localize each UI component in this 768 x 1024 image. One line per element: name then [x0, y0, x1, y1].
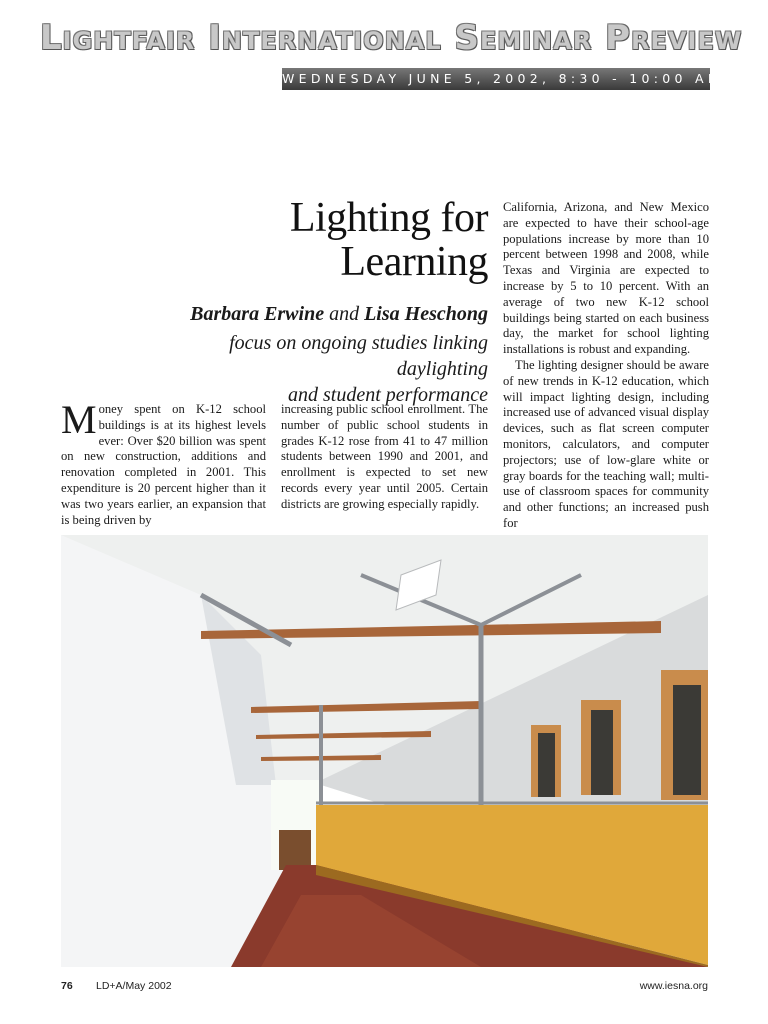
- body-column-3: [503, 200, 709, 532]
- article-byline: [140, 300, 488, 328]
- footer-url: www.iesna.org: [639, 980, 708, 992]
- seminar-banner-title: Lightfair International Seminar Preview: [40, 18, 743, 58]
- column-3-paragraph-1: California, Arizona, and New Mexico are expected to have their school-age populations increase by more than 10 percent between 1998 and 2008, while Texas and Virginia are expected to increase by 5 to 10 percent. With an average of two new K-12 school buildings being started on each business day, the market for school lighting installations is robust and expanding.: [503, 200, 709, 357]
- body-column-2: [281, 402, 488, 513]
- article-headline: [200, 196, 488, 284]
- author-2: Lisa Heschong: [364, 303, 488, 325]
- deck-line-1: focus on ongoing studies linking daylighting: [229, 332, 488, 380]
- headline-line-2: Learning: [340, 239, 488, 285]
- publication-info: LD+A/May 2002: [96, 980, 172, 992]
- column-3-paragraph-2: The lighting designer should be aware of new trends in K-12 education, which will impact lighting design, including increased use of advanced visual display devices, such as flat screen computer monitors, calculators, and computer projectors; use of low-glare white or gray boards for the teaching wall; multi-use of classroom spaces for community and other functions; an increased push for: [503, 357, 709, 530]
- article-deck: [140, 330, 488, 408]
- deck-line-2: and student performance: [288, 384, 488, 406]
- seminar-date-bar: WEDNESDAY JUNE 5, 2002, 8:30 - 10:00 AM: [282, 68, 710, 90]
- author-1: Barbara Erwine: [190, 303, 325, 325]
- page-number: 76: [61, 980, 73, 992]
- headline-line-1: Lighting for: [289, 195, 488, 241]
- body-column-1: [61, 397, 266, 528]
- author-join: and: [329, 303, 360, 325]
- column-1-text: oney spent on K-12 school buildings is at its highest levels ever: Over $20 billion was spent on new construction, additions and renovation completed in 2001. This expenditure is 20 percent higher than it was two years earlier, an expansion that is being driven by: [61, 402, 266, 527]
- column-2-text: increasing public school enrollment. The number of public school students in grades K-12 rose from 41 to 47 million students between 1990 and 2001, and enrollment is expected to set new records every year until 2005. Certain districts are growing especially rapidly.: [281, 402, 488, 511]
- school-corridor-photo: [61, 535, 708, 967]
- drop-cap: M: [61, 397, 97, 442]
